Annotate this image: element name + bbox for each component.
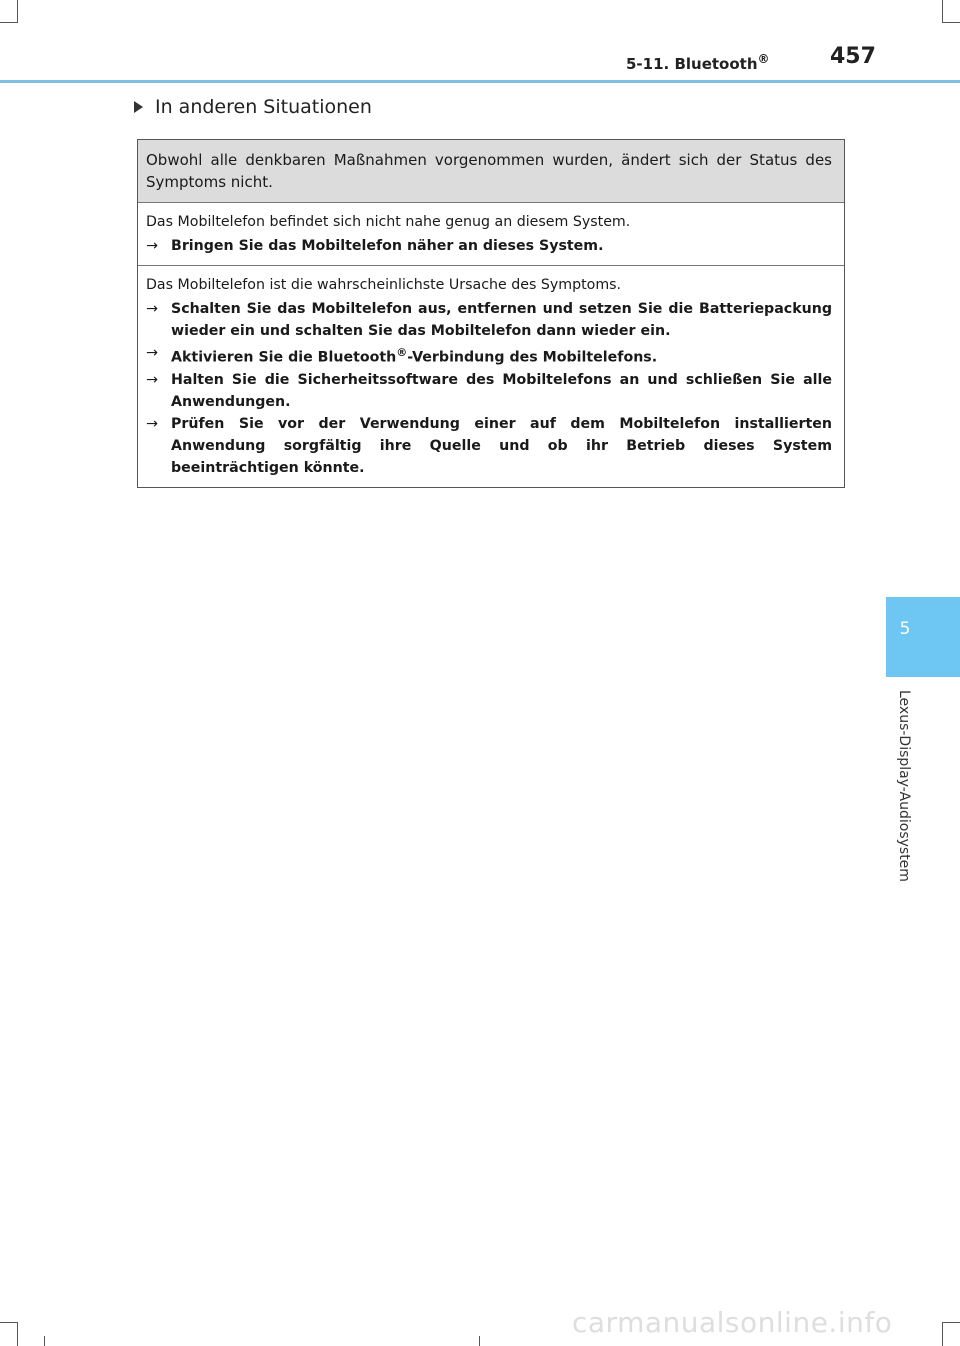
- symptom-row: Obwohl alle denkbaren Maßnahmen vorgenommen wurden, ändert sich der Status des Symptoms nicht.: [138, 140, 844, 202]
- header-rule: [0, 80, 960, 83]
- chapter-label: [884, 690, 924, 910]
- arrow-right-icon: →: [146, 301, 158, 317]
- arrow-right-icon: →: [146, 415, 158, 432]
- arrow-right-icon: →: [146, 345, 158, 361]
- watermark: carmanualsonline.info: [572, 1306, 893, 1339]
- troubleshooting-table: [137, 139, 845, 488]
- crop-mark: [942, 1322, 960, 1323]
- chapter-number: 5: [899, 619, 911, 639]
- solution-item: [146, 342, 832, 369]
- subheading-text: In anderen Situationen: [155, 96, 372, 118]
- solution-item: [146, 298, 832, 342]
- solution-item: [146, 235, 832, 257]
- solution-text: Aktivieren Sie die Bluetooth®-Verbindung des Mobiltelefons.: [171, 346, 658, 366]
- section-title: 5-11. Bluetooth®: [626, 52, 770, 73]
- crop-mark: [44, 1336, 45, 1346]
- table-row: [138, 265, 844, 487]
- solution-item: [146, 369, 832, 413]
- solution-text: Prüfen Sie vor der Verwendung einer auf dem Mobiltelefon installierten Anwendung sorgfältig ihre Quelle und ob ihr Betrieb dieses System beeinträchtigen könnte.: [171, 415, 832, 476]
- crop-mark: [942, 22, 960, 23]
- solution-text: Schalten Sie das Mobiltelefon aus, entfernen und setzen Sie die Batteriepackung wieder ein und schalten Sie das Mobiltelefon dann wieder ein.: [171, 301, 832, 339]
- crop-mark: [479, 1336, 480, 1346]
- page-number: 457: [830, 44, 876, 69]
- chapter-label-text: Lexus-Display-Audiosystem: [896, 690, 912, 882]
- solution-text: Halten Sie die Sicherheitssoftware des Mobiltelefons an und schließen Sie alle Anwendungen.: [171, 371, 832, 410]
- cause-text: Das Mobiltelefon ist die wahrscheinlichste Ursache des Symptoms.: [146, 277, 622, 293]
- arrow-right-icon: →: [146, 238, 158, 254]
- solution-item: [146, 413, 832, 479]
- crop-mark: [942, 1322, 943, 1346]
- crop-mark: [17, 0, 18, 22]
- subheading: [134, 96, 372, 118]
- arrow-right-icon: →: [146, 371, 158, 388]
- crop-mark: [0, 22, 18, 23]
- crop-mark: [17, 1322, 18, 1346]
- cause-text: Das Mobiltelefon befindet sich nicht nahe genug an diesem System.: [146, 214, 631, 230]
- triangle-bullet-icon: [134, 101, 143, 113]
- crop-mark: [0, 1322, 18, 1323]
- solution-text: Bringen Sie das Mobiltelefon näher an dieses System.: [171, 238, 604, 254]
- table-row: [138, 202, 844, 265]
- chapter-tab: [886, 597, 960, 677]
- crop-mark: [942, 0, 943, 22]
